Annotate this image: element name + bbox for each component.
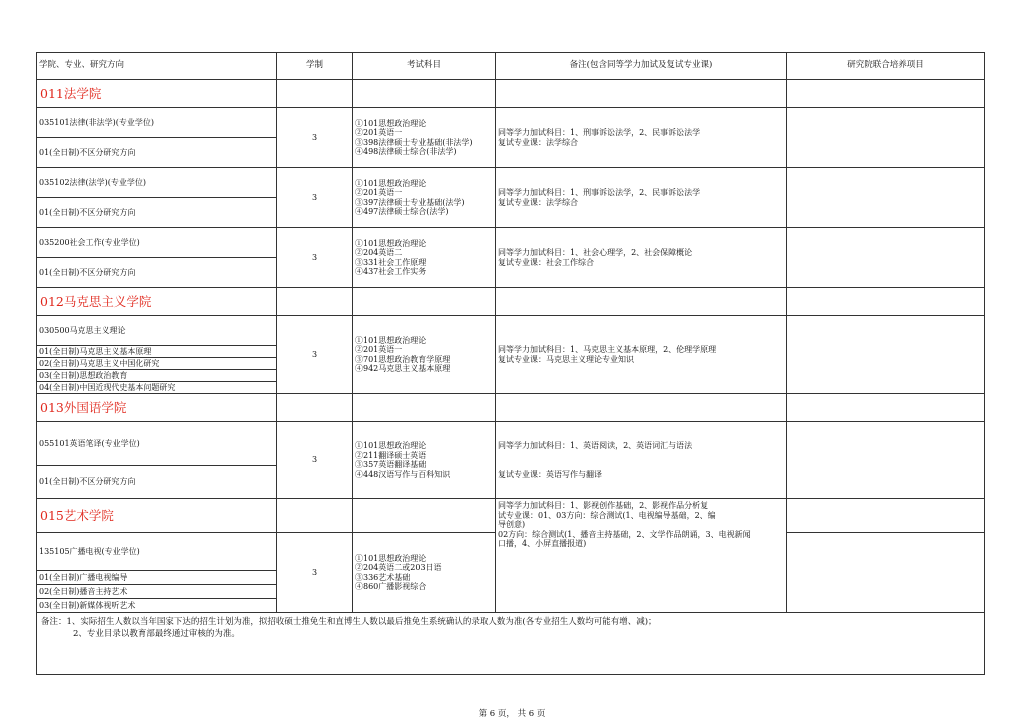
program-years: 3 (277, 316, 353, 394)
program-major: 135105广播电视(专业学位) (37, 534, 276, 571)
program-row (37, 168, 985, 198)
note-line: 同等学力加试科目：1、马克思主义基本原理，2、伦理学原理 (498, 345, 717, 354)
program-row (37, 422, 985, 466)
program-row (37, 316, 985, 346)
program-years: 3 (277, 228, 353, 288)
subject-item: ①101思想政治理论 (355, 335, 427, 345)
program-years: 3 (277, 533, 353, 613)
note-line: 复试专业课：社会工作综合 (498, 257, 594, 267)
footer-note-line1: 备注：1、实际招生人数以当年国家下达的招生计划为准，拟招收硕士推免生和直博生人数以最后推免生系统确认的录取人数为准(各专业招生人数均可能有增、减)； (41, 617, 657, 627)
subject-item: ②204英语二或203日语 (355, 563, 442, 572)
college-row (37, 80, 985, 108)
subject-item: ③701思想政治教育学原理 (355, 354, 451, 364)
subject-item: ②204英语二 (355, 248, 403, 257)
program-subjects (353, 108, 496, 168)
program-years: 3 (277, 168, 353, 228)
joint-cell (787, 168, 985, 228)
header-joint: 研究院联合培养项目 (787, 53, 985, 80)
subject-item: ③331社会工作原理 (355, 257, 427, 267)
subject-item: ③336艺术基础 (355, 572, 411, 582)
program-row (37, 108, 985, 138)
program-direction: 03(全日制)新媒体视听艺术 (39, 600, 136, 610)
subject-item: ②201英语一 (355, 188, 403, 197)
college-name: 012马克思主义学院 (37, 288, 277, 316)
program-subjects (353, 228, 496, 288)
note-line: 复试专业课：法学综合 (498, 197, 578, 207)
subject-item: ④497法律硕士综合(法学) (355, 207, 449, 216)
program-notes (496, 228, 787, 288)
joint-cell (787, 228, 985, 288)
subject-item: ④942马克思主义基本原理 (355, 364, 451, 373)
program-years: 3 (277, 108, 353, 168)
program-major: 055101英语笔译(专业学位) (37, 422, 277, 466)
subject-item: ①101思想政治理论 (355, 118, 427, 128)
college-name: 015艺术学院 (37, 499, 277, 533)
program-row (37, 228, 985, 258)
joint-cell (787, 108, 985, 168)
header-row (37, 53, 985, 80)
footer-note (37, 613, 985, 675)
subject-item: ③397法律硕士专业基础(法学) (355, 197, 465, 207)
subject-item: ③357英语翻译基础 (355, 460, 427, 469)
program-major: 035101法律(非法学)(专业学位) (37, 108, 277, 138)
program-major: 030500马克思主义理论 (37, 316, 277, 346)
catalog-table (36, 52, 985, 675)
header-notes: 备注(包含同等学力加试及复试专业课) (496, 53, 787, 80)
program-notes (496, 316, 787, 394)
program-subjects (353, 316, 496, 394)
program-direction: 01(全日制)不区分研究方向 (37, 466, 277, 499)
program-notes (496, 108, 787, 168)
note-line: 口播，4、小屏直播报道) (498, 539, 587, 548)
footer-note-row (37, 613, 985, 675)
note-line: 同等学力加试科目：1、英语阅读，2、英语词汇与语法 (498, 441, 693, 450)
note-line: 复试专业课：法学综合 (498, 137, 578, 147)
program-direction: 04(全日制)中国近现代史基本问题研究 (39, 383, 176, 392)
subject-item: ④437社会工作实务 (355, 267, 427, 276)
subject-item: ②201英语一 (355, 345, 403, 354)
note-line: 同等学力加试科目：1、刑事诉讼法学，2、民事诉讼法学 (498, 188, 701, 197)
note-line: 同等学力加试科目：1、刑事诉讼法学，2、民事诉讼法学 (498, 128, 701, 137)
program-major: 035102法律(法学)(专业学位) (37, 168, 277, 198)
program-direction: 02(全日制)马克思主义中国化研究 (37, 358, 276, 370)
program-direction: 01(全日制)不区分研究方向 (37, 258, 277, 288)
program-notes (496, 422, 787, 499)
note-line: 复试专业课：马克思主义理论专业知识 (498, 354, 634, 364)
subject-item: ①101思想政治理论 (355, 441, 427, 450)
note-line: 02方向：综合测试(1、播音主持基础，2、文学作品朗诵，3、电视新闻 (498, 529, 751, 539)
joint-cell (787, 422, 985, 499)
note-line: 导创意) (498, 520, 526, 529)
note-line: 同等学力加试科目：1、影视创作基础，2、影视作品分析复 (498, 501, 709, 510)
program-direction: 01(全日制)不区分研究方向 (37, 138, 277, 168)
header-subjects: 考试科目 (353, 53, 496, 80)
footer-note-line2: 2、专业目录以教育部最终通过审核的为准。 (73, 629, 240, 639)
note-line: 同等学力加试科目：1、社会心理学，2、社会保障概论 (498, 248, 693, 257)
college-row (37, 499, 985, 533)
subject-item: ①101思想政治理论 (355, 238, 427, 248)
program-direction: 02(全日制)播音主持艺术 (37, 585, 276, 599)
program-subjects (353, 168, 496, 228)
note-line: 试专业课：01、03方向：综合测试(1、电视编导基础，2、编 (498, 510, 716, 520)
page-number: 第 6 页， 共 6 页 (478, 709, 546, 719)
program-direction: 01(全日制)广播电视编导 (37, 571, 276, 585)
joint-cell (787, 533, 985, 613)
program-direction: 01(全日制)不区分研究方向 (37, 198, 277, 228)
program-subjects (353, 533, 496, 613)
note-line: 复试专业课：英语写作与翻译 (498, 469, 602, 479)
program-major: 035200社会工作(专业学位) (37, 228, 277, 258)
subject-item: ④860广播影视综合 (355, 582, 427, 591)
subject-item: ①101思想政治理论 (355, 553, 427, 563)
subject-item: ④498法律硕士综合(非法学) (355, 147, 457, 156)
program-subjects (353, 422, 496, 499)
program-notes (496, 168, 787, 228)
program-direction: 03(全日制)思想政治教育 (37, 370, 276, 382)
header-major: 学院、专业、研究方向 (37, 53, 277, 80)
program-directions (37, 346, 277, 394)
joint-cell (787, 316, 985, 394)
subject-item: ②211翻译硕士英语 (355, 450, 427, 460)
college-row (37, 394, 985, 422)
subject-item: ③398法律硕士专业基础(非法学) (355, 137, 473, 147)
subject-item: ②201英语一 (355, 128, 403, 137)
college-name: 013外国语学院 (37, 394, 277, 422)
subject-item: ①101思想政治理论 (355, 178, 427, 188)
program-notes (496, 499, 787, 613)
program-years: 3 (277, 422, 353, 499)
program-directions (37, 533, 277, 613)
program-direction: 01(全日制)马克思主义基本原理 (37, 346, 276, 358)
header-years: 学制 (277, 53, 353, 80)
college-row (37, 288, 985, 316)
college-name: 011法学院 (37, 80, 277, 108)
subject-item: ④448汉语写作与百科知识 (355, 469, 451, 479)
